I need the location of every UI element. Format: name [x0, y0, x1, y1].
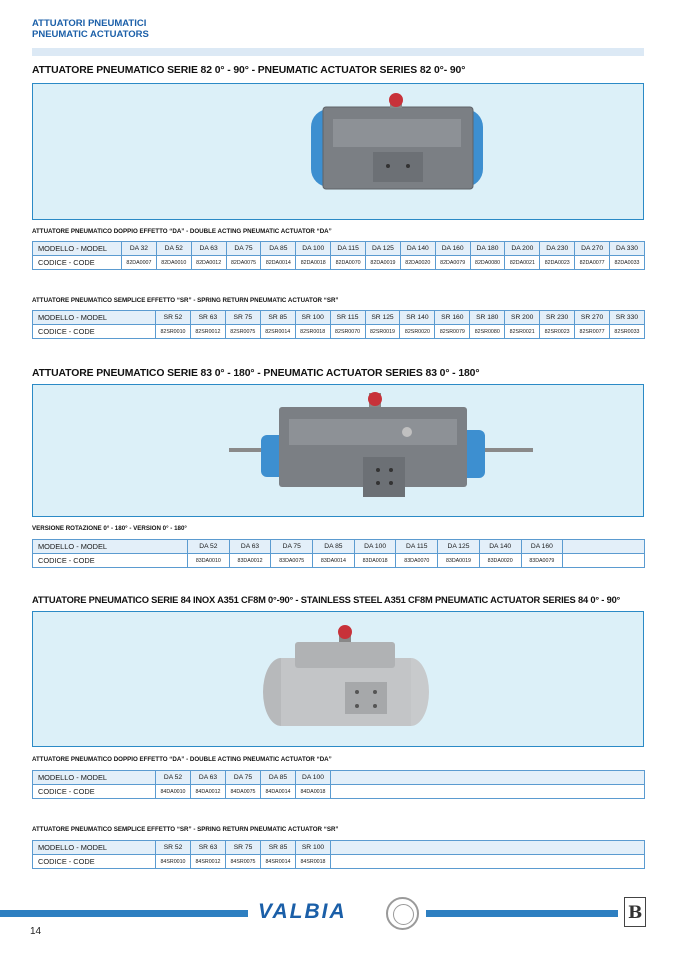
model-cell: DA 32: [122, 242, 157, 256]
code-cell: 83DA0079: [521, 554, 563, 568]
model-cell: DA 160: [435, 242, 470, 256]
model-cell: SR 63: [190, 311, 225, 325]
model-row: [33, 311, 645, 325]
series-84-photo: [32, 611, 644, 747]
code-cell: 82SR0033: [609, 325, 644, 339]
code-label: CODICE - CODE: [33, 554, 188, 568]
model-cell: SR 160: [435, 311, 470, 325]
series-84-da-subtitle: ATTUATORE PNEUMATICO DOPPIO EFFETTO “DA” - DOUBLE ACTING PNEUMATIC ACTUATOR “DA”: [32, 756, 332, 763]
model-cell: DA 230: [540, 242, 575, 256]
model-label: MODELLO - MODEL: [33, 311, 156, 325]
brand-letter: B: [628, 903, 643, 923]
code-cell: 83DA0012: [229, 554, 271, 568]
model-label: MODELLO - MODEL: [33, 540, 188, 554]
series-82-sr-subtitle: ATTUATORE PNEUMATICO SEMPLICE EFFETTO “SR” - SPRING RETURN PNEUMATIC ACTUATOR “SR”: [32, 297, 339, 304]
model-cell: DA 100: [296, 771, 331, 785]
model-cell: SR 85: [261, 841, 296, 855]
series-84-sr-subtitle: ATTUATORE PNEUMATICO SEMPLICE EFFETTO “SR” - SPRING RETURN PNEUMATIC ACTUATOR “SR”: [32, 826, 339, 833]
model-cell: DA 75: [226, 242, 261, 256]
header-line-2: PNEUMATIC ACTUATORS: [32, 29, 149, 40]
code-cell: 84DA0012: [191, 785, 226, 799]
model-cell: SR 270: [575, 311, 610, 325]
code-cell: 83DA0010: [188, 554, 230, 568]
series-83-table: [32, 539, 645, 568]
code-cell: 82DA0020: [400, 256, 435, 270]
code-cell: 82DA0012: [191, 256, 226, 270]
code-cell: 84SR0018: [296, 855, 331, 869]
model-cell: SR 200: [505, 311, 540, 325]
model-cell: SR 75: [226, 841, 261, 855]
code-cell: 83DA0019: [438, 554, 480, 568]
code-cell: 83DA0014: [313, 554, 355, 568]
series-84-title: ATTUATORE PNEUMATICO SERIE 84 INOX A351 CF8M 0°-90° - STAINLESS STEEL A351 CF8M PNEUMATIC ACTUATOR SERIES 84 0° - 90°: [32, 595, 621, 605]
model-cell: SR 75: [225, 311, 260, 325]
code-cell: 84DA0018: [296, 785, 331, 799]
model-cell: SR 85: [260, 311, 295, 325]
series-84-da-table: [32, 770, 645, 799]
model-row: [33, 841, 645, 855]
brand-mark-icon: [624, 897, 646, 927]
model-cell: SR 52: [156, 841, 191, 855]
header-line-1: ATTUATORI PNEUMATICI: [32, 18, 147, 29]
code-label: CODICE - CODE: [33, 256, 122, 270]
model-cell: SR 180: [470, 311, 505, 325]
code-cell: 82DA0023: [540, 256, 575, 270]
series-83-photo: [32, 384, 644, 517]
code-cell: 82SR0023: [540, 325, 575, 339]
actuator-83-image: [33, 385, 644, 517]
series-82-title: ATTUATORE PNEUMATICO SERIE 82 0° - 90° - PNEUMATIC ACTUATOR SERIES 82 0°- 90°: [32, 65, 466, 76]
model-cell: DA 75: [271, 540, 313, 554]
code-row: [33, 855, 645, 869]
code-cell: 83DA0075: [271, 554, 313, 568]
code-cell: 82SR0020: [400, 325, 435, 339]
model-cell: DA 52: [156, 771, 191, 785]
series-83-subtitle: VERSIONE ROTAZIONE 0° - 180° - VERSION 0° - 180°: [32, 525, 187, 532]
code-cell: 82DA0019: [366, 256, 401, 270]
model-cell: DA 330: [610, 242, 645, 256]
code-cell: 84SR0075: [226, 855, 261, 869]
model-cell: DA 52: [156, 242, 191, 256]
code-cell: 84SR0014: [261, 855, 296, 869]
code-label: CODICE - CODE: [33, 325, 156, 339]
model-cell: SR 115: [330, 311, 365, 325]
model-cell: DA 52: [188, 540, 230, 554]
code-cell: 82SR0014: [260, 325, 295, 339]
model-cell: SR 125: [365, 311, 400, 325]
model-cell: DA 85: [313, 540, 355, 554]
certification-seal-icon: [386, 897, 419, 930]
code-cell: 84DA0075: [226, 785, 261, 799]
filler-cell: [563, 540, 645, 554]
model-cell: DA 140: [400, 242, 435, 256]
code-cell: 82SR0070: [330, 325, 365, 339]
code-cell: 82SR0077: [575, 325, 610, 339]
header-title: [32, 18, 149, 40]
valbia-logo: VALBIA: [258, 900, 347, 923]
code-cell: 82DA0033: [610, 256, 645, 270]
code-cell: 82DA0010: [156, 256, 191, 270]
model-cell: DA 85: [261, 771, 296, 785]
header-bar: [32, 48, 644, 56]
code-cell: 82DA0077: [575, 256, 610, 270]
series-82-photo: [32, 83, 644, 220]
code-cell: 84SR0010: [156, 855, 191, 869]
model-cell: DA 63: [191, 771, 226, 785]
code-cell: 82DA0007: [122, 256, 157, 270]
code-cell: 83DA0070: [396, 554, 438, 568]
filler-cell: [331, 841, 645, 855]
code-row: [33, 325, 645, 339]
model-cell: DA 63: [191, 242, 226, 256]
model-cell: DA 115: [396, 540, 438, 554]
actuator-84-image: [33, 612, 644, 747]
model-label: MODELLO - MODEL: [33, 771, 156, 785]
code-cell: 82DA0079: [435, 256, 470, 270]
model-row: [33, 540, 645, 554]
model-cell: DA 160: [521, 540, 563, 554]
code-cell: 82DA0014: [261, 256, 296, 270]
model-cell: DA 85: [261, 242, 296, 256]
model-cell: DA 100: [296, 242, 331, 256]
series-82-da-subtitle: ATTUATORE PNEUMATICO DOPPIO EFFETTO “DA” - DOUBLE ACTING PNEUMATIC ACTUATOR “DA”: [32, 228, 332, 235]
code-label: CODICE - CODE: [33, 855, 156, 869]
model-cell: DA 100: [354, 540, 396, 554]
code-row: [33, 785, 645, 799]
footer-line-right: [426, 910, 618, 917]
model-cell: DA 270: [575, 242, 610, 256]
model-row: [33, 771, 645, 785]
model-cell: SR 100: [296, 841, 331, 855]
code-cell: 82DA0018: [296, 256, 331, 270]
code-cell: 82DA0070: [331, 256, 366, 270]
model-cell: DA 140: [479, 540, 521, 554]
code-cell: 84SR0012: [191, 855, 226, 869]
model-cell: SR 100: [295, 311, 330, 325]
code-cell: 82SR0012: [190, 325, 225, 339]
series-84-sr-table: [32, 840, 645, 869]
footer-line-left: [0, 910, 248, 917]
filler-cell: [563, 554, 645, 568]
model-row: [33, 242, 645, 256]
code-cell: 82SR0080: [470, 325, 505, 339]
code-row: [33, 256, 645, 270]
model-cell: SR 52: [156, 311, 191, 325]
model-cell: DA 125: [438, 540, 480, 554]
filler-cell: [331, 855, 645, 869]
code-cell: 84DA0014: [261, 785, 296, 799]
series-82-sr-table: [32, 310, 645, 339]
model-label: MODELLO - MODEL: [33, 242, 122, 256]
code-cell: 82SR0075: [225, 325, 260, 339]
model-cell: DA 200: [505, 242, 540, 256]
code-cell: 82DA0021: [505, 256, 540, 270]
model-cell: DA 180: [470, 242, 505, 256]
code-label: CODICE - CODE: [33, 785, 156, 799]
model-cell: DA 63: [229, 540, 271, 554]
series-82-da-table: [32, 241, 645, 270]
page-number: 14: [30, 926, 42, 937]
filler-cell: [331, 771, 645, 785]
model-cell: SR 230: [540, 311, 575, 325]
model-cell: DA 115: [331, 242, 366, 256]
actuator-82-image: [33, 84, 644, 220]
code-cell: 82SR0021: [505, 325, 540, 339]
code-cell: 82DA0075: [226, 256, 261, 270]
model-cell: SR 63: [191, 841, 226, 855]
code-cell: 84DA0010: [156, 785, 191, 799]
model-cell: DA 75: [226, 771, 261, 785]
code-cell: 83DA0020: [479, 554, 521, 568]
code-cell: 82SR0018: [295, 325, 330, 339]
code-row: [33, 554, 645, 568]
code-cell: 82SR0019: [365, 325, 400, 339]
model-cell: DA 125: [366, 242, 401, 256]
code-cell: 83DA0018: [354, 554, 396, 568]
model-cell: SR 140: [400, 311, 435, 325]
code-cell: 82DA0080: [470, 256, 505, 270]
model-label: MODELLO - MODEL: [33, 841, 156, 855]
filler-cell: [331, 785, 645, 799]
code-cell: 82SR0079: [435, 325, 470, 339]
series-83-title: ATTUATORE PNEUMATICO SERIE 83 0° - 180° - PNEUMATIC ACTUATOR SERIES 83 0° - 180°: [32, 368, 480, 379]
code-cell: 82SR0010: [156, 325, 191, 339]
model-cell: SR 330: [609, 311, 644, 325]
